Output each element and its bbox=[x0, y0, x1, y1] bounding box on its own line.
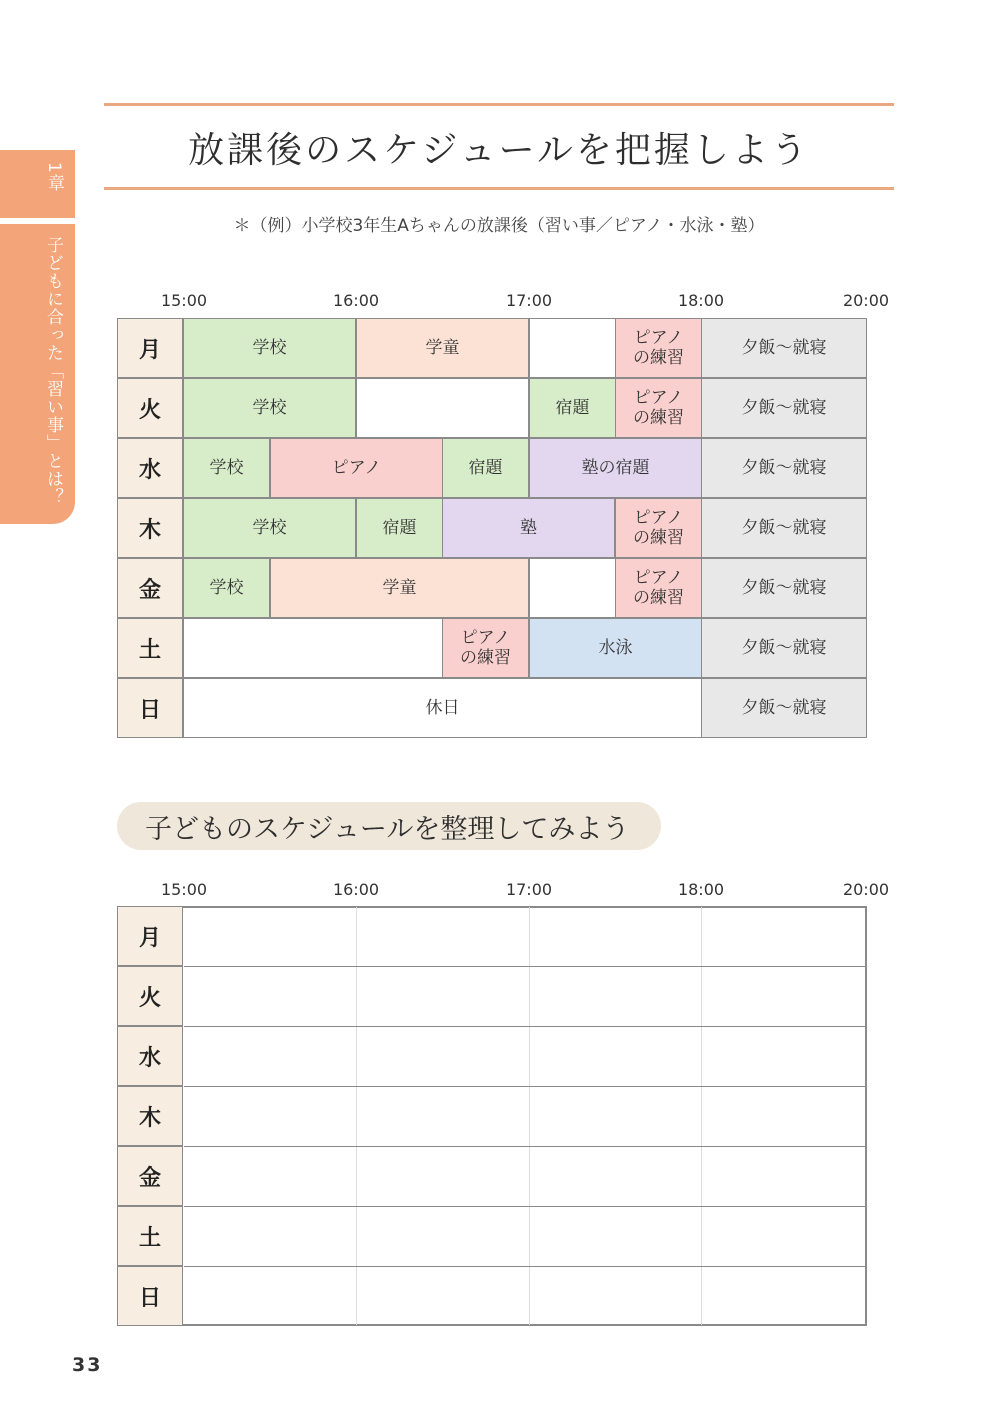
block-free bbox=[529, 318, 616, 378]
time-label: 20:00 bbox=[842, 291, 890, 310]
day-cell: 土 bbox=[117, 1206, 183, 1266]
time-label: 15:00 bbox=[160, 880, 208, 899]
time-label: 17:00 bbox=[505, 880, 553, 899]
example-caption: ＊（例）小学校3年生Aちゃんの放課後（習い事／ピアノ・水泳・塾） bbox=[233, 216, 765, 236]
block-dinner: 夕飯～就寝 bbox=[701, 498, 867, 558]
worksheet-heading: 子どものスケジュールを整理してみよう bbox=[117, 802, 661, 850]
block-dinner: 夕飯～就寝 bbox=[701, 378, 867, 438]
block-free bbox=[529, 558, 616, 618]
page-title: 放課後のスケジュールを把握しよう bbox=[188, 130, 810, 171]
day-cell: 日 bbox=[117, 678, 183, 738]
block-school: 学校 bbox=[183, 498, 356, 558]
block-gakudo: 学童 bbox=[270, 558, 529, 618]
title-rule-bottom bbox=[104, 187, 894, 190]
block-swim: 水泳 bbox=[529, 618, 702, 678]
day-cell: 土 bbox=[117, 618, 183, 678]
block-piano-practice: ピアノの練習 bbox=[442, 618, 529, 678]
block-homework: 宿題 bbox=[356, 498, 443, 558]
row-line bbox=[184, 1206, 867, 1207]
time-label: 18:00 bbox=[677, 291, 725, 310]
block-juku: 塾 bbox=[442, 498, 615, 558]
block-dinner: 夕飯～就寝 bbox=[701, 678, 867, 738]
block-gakudo: 学童 bbox=[356, 318, 529, 378]
block-school: 学校 bbox=[183, 318, 356, 378]
block-free bbox=[356, 378, 529, 438]
day-cell: 月 bbox=[117, 906, 183, 966]
block-piano-practice: ピアノの練習 bbox=[615, 318, 702, 378]
block-dinner: 夕飯～就寝 bbox=[701, 618, 867, 678]
block-piano-practice: ピアノの練習 bbox=[615, 558, 702, 618]
time-label: 20:00 bbox=[842, 880, 890, 899]
time-label: 16:00 bbox=[332, 880, 380, 899]
time-label: 17:00 bbox=[505, 291, 553, 310]
day-cell: 水 bbox=[117, 1026, 183, 1086]
block-piano: ピアノ bbox=[270, 438, 443, 498]
block-juku-homework: 塾の宿題 bbox=[529, 438, 702, 498]
block-piano-practice: ピアノの練習 bbox=[615, 498, 702, 558]
block-school: 学校 bbox=[183, 438, 270, 498]
block-dinner: 夕飯～就寝 bbox=[701, 558, 867, 618]
block-piano-practice: ピアノの練習 bbox=[615, 378, 702, 438]
block-homework: 宿題 bbox=[442, 438, 529, 498]
block-holiday: 休日 bbox=[183, 678, 702, 738]
chapter-number: 1章 bbox=[44, 162, 64, 192]
time-label: 18:00 bbox=[677, 880, 725, 899]
day-cell: 水 bbox=[117, 438, 183, 498]
row-line bbox=[184, 1266, 867, 1267]
time-label: 15:00 bbox=[160, 291, 208, 310]
day-cell: 火 bbox=[117, 966, 183, 1026]
day-cell: 日 bbox=[117, 1266, 183, 1326]
row-line bbox=[184, 966, 867, 967]
day-cell: 金 bbox=[117, 1146, 183, 1206]
title-rule-top bbox=[104, 103, 894, 106]
row-line bbox=[184, 1086, 867, 1087]
block-dinner: 夕飯～就寝 bbox=[701, 318, 867, 378]
day-cell: 火 bbox=[117, 378, 183, 438]
blank-schedule-table bbox=[117, 906, 867, 1326]
row-line bbox=[184, 1146, 867, 1147]
row-line bbox=[184, 1026, 867, 1027]
grid-line bbox=[529, 907, 530, 1325]
block-school: 学校 bbox=[183, 558, 270, 618]
block-dinner: 夕飯～就寝 bbox=[701, 438, 867, 498]
day-cell: 木 bbox=[117, 1086, 183, 1146]
block-free bbox=[183, 618, 443, 678]
grid-line bbox=[701, 907, 702, 1325]
day-cell: 金 bbox=[117, 558, 183, 618]
block-homework: 宿題 bbox=[529, 378, 616, 438]
page-number: 33 bbox=[72, 1354, 103, 1376]
day-cell: 木 bbox=[117, 498, 183, 558]
grid-line bbox=[356, 907, 357, 1325]
time-label: 16:00 bbox=[332, 291, 380, 310]
day-cell: 月 bbox=[117, 318, 183, 378]
block-school: 学校 bbox=[183, 378, 356, 438]
chapter-title: 子どもに合った「習い事」とは？ bbox=[43, 236, 63, 506]
